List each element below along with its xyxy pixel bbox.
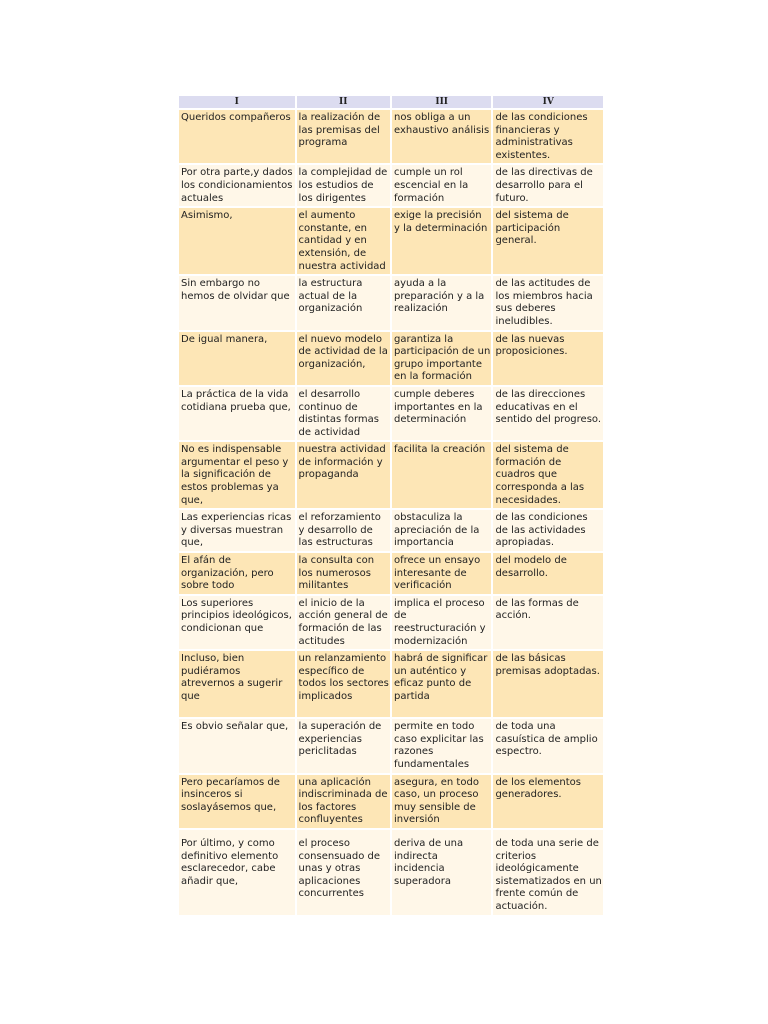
table-cell: de toda una serie de criterios ideológicamente sistematizados en un frente común de actuación.: [493, 830, 603, 915]
table-cell: el nuevo modelo de actividad de la organización,: [297, 332, 390, 385]
table-cell: garantiza la participación de un grupo importante en la formación: [392, 332, 491, 385]
column-header-iii: III: [392, 96, 491, 108]
table-cell: del sistema de formación de cuadros que corresponda a las necesidades.: [493, 442, 603, 508]
table-cell: Sin embargo no hemos de olvidar que: [179, 276, 295, 329]
table-cell: asegura, en todo caso, un proceso muy sensible de inversión: [392, 775, 491, 828]
table-cell: de toda una casuística de amplio espectro.: [493, 719, 603, 772]
table-cell: la realización de las premisas del programa: [297, 110, 390, 163]
table-cell: Por otra parte,y dados los condicionamientos actuales: [179, 165, 295, 206]
table-cell: permite en todo caso explicitar las razones fundamentales: [392, 719, 491, 772]
table-cell: Las experiencias ricas y diversas muestran que,: [179, 510, 295, 551]
table-cell: el desarrollo continuo de distintas formas de actividad: [297, 387, 390, 440]
table-cell: ayuda a la preparación y a la realización: [392, 276, 491, 329]
table-cell: la superación de experiencias periclitadas: [297, 719, 390, 772]
table-cell: de las formas de acción.: [493, 596, 603, 649]
table-cell: Es obvio señalar que,: [179, 719, 295, 772]
table-cell: cumple un rol escencial en la formación: [392, 165, 491, 206]
table-cell: Los superiores principios ideológicos, condicionan que: [179, 596, 295, 649]
table-row: [179, 651, 603, 717]
table-cell: Queridos compañeros: [179, 110, 295, 163]
table-cell: de las nuevas proposiciones.: [493, 332, 603, 385]
table-cell: de los elementos generadores.: [493, 775, 603, 828]
table-cell: ofrece un ensayo interesante de verificación: [392, 553, 491, 594]
table-cell: la consulta con los numerosos militantes: [297, 553, 390, 594]
table-row: [179, 510, 603, 551]
table-cell: del modelo de desarrollo.: [493, 553, 603, 594]
table-cell: de las directivas de desarrollo para el futuro.: [493, 165, 603, 206]
table-cell: facilita la creación: [392, 442, 491, 508]
table-cell: de las condiciones financieras y administrativas existentes.: [493, 110, 603, 163]
table-cell: exige la precisión y la determinación: [392, 208, 491, 274]
table-cell: deriva de una indirecta incidencia superadora: [392, 830, 491, 915]
table-row: [179, 208, 603, 274]
table-cell: el proceso consensuado de unas y otras aplicaciones concurrentes: [297, 830, 390, 915]
table-row: [179, 775, 603, 828]
table-cell: una aplicación indiscriminada de los factores confluyentes: [297, 775, 390, 828]
table-cell: del sistema de participación general.: [493, 208, 603, 274]
table-row: [179, 110, 603, 163]
table-cell: el inicio de la acción general de formación de las actitudes: [297, 596, 390, 649]
table-row: [179, 596, 603, 649]
table-cell: No es indispensable argumentar el peso y la significación de estos problemas ya que,: [179, 442, 295, 508]
table-cell: la estructura actual de la organización: [297, 276, 390, 329]
table-cell: el reforzamiento y desarrollo de las estructuras: [297, 510, 390, 551]
table-cell: de las condiciones de las actividades apropiadas.: [493, 510, 603, 551]
header-row: [179, 96, 603, 108]
table-row: [179, 719, 603, 772]
table-cell: el aumento constante, en cantidad y en extensión, de nuestra actividad: [297, 208, 390, 274]
table-cell: implica el proceso de reestructuración y modernización: [392, 596, 491, 649]
table-cell: nuestra actividad de información y propaganda: [297, 442, 390, 508]
table-cell: de las actitudes de los miembros hacia sus deberes ineludibles.: [493, 276, 603, 329]
table-cell: habrá de significar un auténtico y eficaz punto de partida: [392, 651, 491, 717]
column-header-i: I: [179, 96, 295, 108]
table-cell: Por último, y como definitivo elemento esclarecedor, cabe añadir que,: [179, 830, 295, 915]
table-cell: obstaculiza la apreciación de la importancia: [392, 510, 491, 551]
table-row: [179, 553, 603, 594]
table-cell: cumple deberes importantes en la determinación: [392, 387, 491, 440]
table-cell: Asimismo,: [179, 208, 295, 274]
table-cell: nos obliga a un exhaustivo análisis: [392, 110, 491, 163]
table-cell: El afán de organización, pero sobre todo: [179, 553, 295, 594]
column-header-iv: IV: [493, 96, 603, 108]
table-row: [179, 442, 603, 508]
column-header-ii: II: [297, 96, 390, 108]
table-cell: de las básicas premisas adoptadas.: [493, 651, 603, 717]
table-cell: un relanzamiento específico de todos los sectores implicados: [297, 651, 390, 717]
table-row: [179, 276, 603, 329]
table-cell: Pero pecaríamos de insinceros si soslayásemos que,: [179, 775, 295, 828]
table-cell: La práctica de la vida cotidiana prueba que,: [179, 387, 295, 440]
phrase-table: [177, 94, 605, 917]
table-cell: la complejidad de los estudios de los dirigentes: [297, 165, 390, 206]
table-cell: De igual manera,: [179, 332, 295, 385]
table-row: [179, 165, 603, 206]
table-row: [179, 332, 603, 385]
table-row: [179, 387, 603, 440]
table-cell: de las direcciones educativas en el sentido del progreso.: [493, 387, 603, 440]
table-row: [179, 830, 603, 915]
table-cell: Incluso, bien pudiéramos atrevernos a sugerir que: [179, 651, 295, 717]
